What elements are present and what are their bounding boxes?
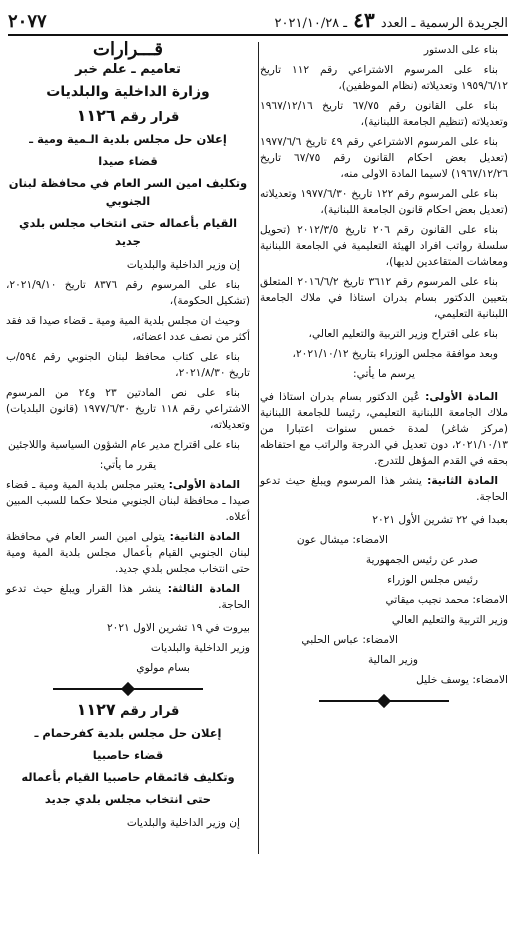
decision-number-label: قرار رقم: [120, 704, 180, 719]
article-text: عُين الدكتور بسام بدران استاذا في ملاك الجامعة اللبنانية التعليمي، رئيسا للجامعة اللبنانية (مركز شاغر) لمدة خمس سنوات اعتبارا من ٢٠٢١/١٠/١٣، دون تعديل في الدرجة والراتب مع احتفاظه بحقه في القدم المؤهل للتدرج.: [260, 391, 508, 467]
decision-paragraph: بناء على نص المادتين ٢٣ و٢٤ من المرسوم الاشتراعي رقم ١١٨ تاريخ ١٩٧٧/٦/٣٠ (قانون البلديات) وتعديلاته،: [6, 387, 250, 431]
article-label: المادة الثانية:: [427, 475, 498, 487]
preamble-paragraph: وبعد موافقة مجلس الوزراء بتاريخ ٢٠٢١/١٠/١٢،: [292, 348, 498, 360]
article-label: المادة الأولى:: [425, 391, 498, 403]
signature-minister-finance: الامضاء: يوسف خليل: [416, 674, 508, 686]
article-label: المادة الثالثة:: [167, 583, 240, 595]
section-ornament: [260, 694, 508, 708]
article-2: [6, 529, 250, 577]
article-1: [260, 389, 508, 469]
preamble-paragraph: بناء على المرسوم الاشتراعي رقم ٤٩ تاريخ ١٩٧٧/٦/٦ (تعديل بعض احكام القانون رقم ٦٧/٧٥ تاريخ ١٩٦٧/١٢/٢٦) لاسيما المادة الاولى منه،: [260, 136, 508, 180]
signature-minister-education: الامضاء: عباس الحلبي: [301, 634, 398, 646]
article-text: ينشر هذا القرار ويبلغ حيث تدعو الحاجة.: [6, 583, 250, 611]
page-header: [8, 6, 508, 32]
article-1: [6, 477, 250, 525]
article-3: [6, 581, 250, 613]
ornament-diamond: [121, 682, 135, 696]
right-column: [260, 42, 508, 714]
issue-place-date: بيروت في ١٩ تشرين الاول ٢٠٢١: [106, 622, 250, 634]
issue-number: ٤٣: [353, 8, 375, 32]
section-ornament: [6, 682, 250, 696]
article-text: يعتبر مجلس بلدية المية ومية ـ قضاء صيدا ـ محافظة لبنان الجنوبي منحلا حكما للسبب المبين أعلاه.: [6, 479, 250, 523]
column-divider: [258, 42, 259, 854]
left-column: [6, 39, 250, 835]
article-label: المادة الأولى:: [168, 479, 241, 491]
decision-title-line: القيام بأعماله حتى انتخاب مجلس بلدي جديد: [18, 216, 238, 248]
publication-date: ـ ٢٠٢١/١٠/٢٨: [274, 16, 348, 31]
section-subtitle: تعاميم ـ علم خبر: [75, 62, 181, 77]
publication-name: الجريدة الرسمية ـ العدد: [380, 16, 508, 31]
signature-line: رئيس مجلس الوزراء: [387, 574, 478, 586]
article-label: المادة الثانية:: [169, 531, 240, 543]
preamble-paragraph: بناء على المرسوم الاشتراعي رقم ١١٢ تاريخ ١٩٥٩/٦/١٢ وتعديلاته (نظام الموظفين)،: [260, 64, 508, 92]
decision-paragraph: إن وزير الداخلية والبلديات: [126, 817, 240, 829]
preamble-paragraph: بناء على اقتراح وزير التربية والتعليم العالي،: [308, 328, 498, 340]
signature-pm: الامضاء: محمد نجيب ميقاتي: [385, 594, 508, 606]
section-title: قـــرارات: [93, 39, 163, 60]
signature-line: وزير التربية والتعليم العالي: [391, 614, 508, 626]
decision-paragraph: بناء على اقتراح مدير عام الشؤون السياسية واللاجئين: [8, 439, 240, 451]
ornament-diamond: [377, 694, 391, 708]
issue-place-date: بعبدا في ٢٢ تشرين الأول ٢٠٢١: [372, 514, 508, 526]
header-rule: [8, 34, 508, 36]
ministry-heading: وزارة الداخلية والبلديات: [46, 84, 210, 100]
signature-line: وزير الداخلية والبلديات: [150, 642, 250, 654]
decision-title-line: قضاء صيدا: [98, 154, 158, 168]
article-text: ينشر هذا المرسوم ويبلغ حيث تدعو الحاجة.: [260, 475, 508, 503]
signature-line: صدر عن رئيس الجمهورية: [365, 554, 478, 566]
decision-number-label: قرار رقم: [120, 110, 180, 125]
decision-paragraph: بناء على كتاب محافظ لبنان الجنوبي رقم ٥٩٤/ب تاريخ ٢٠٢١/٨/٣٠،: [6, 351, 250, 379]
page-number: ٢٠٧٧: [8, 11, 47, 32]
decision-paragraph: بناء على المرسوم رقم ٨٣٧٦ تاريخ ٢٠٢١/٩/١٠، (تشكيل الحكومة)،: [6, 279, 250, 307]
decision-number-value: ١١٢٦: [76, 106, 116, 125]
preamble-paragraph: بناء على المرسوم رقم ٣٦١٢ تاريخ ٢٠١٦/٦/٢ المتعلق بتعيين الدكتور بسام بدران استاذا في ملاك الجامعة اللبنانية التعليمي،: [260, 276, 508, 320]
decision-paragraph: وحيث ان مجلس بلدية المية ومية ـ قضاء صيدا قد فقد أكثر من نصف عدد اعضائه،: [6, 315, 250, 343]
decision-title-line: قضاء حاصبيا: [92, 748, 164, 762]
decision-title-line: حتى انتخاب مجلس بلدي جديد: [44, 792, 212, 806]
publication-info: [275, 8, 508, 32]
decision-number: [6, 702, 250, 720]
signature-minister-interior: بسام مولوي: [136, 662, 190, 674]
article-text: يتولى امين السر العام في محافظة لبنان الجنوبي القيام بأعمال مجلس بلدية المية ومية حتى انتخاب مجلس بلدي جديد.: [6, 531, 250, 575]
decision-title-line: إعلان حل مجلس بلدية الـمية ومية ـ: [29, 132, 227, 146]
decision-intro: يقرر ما يأتي:: [99, 459, 157, 471]
article-2: [260, 473, 508, 505]
decree-intro: يرسم ما يأتي:: [353, 368, 415, 380]
preamble-paragraph: بناء على القانون رقم ٦٧/٧٥ تاريخ ١٩٦٧/١٢/١٦ وتعديلاته (تنظيم الجامعة اللبنانية)،: [260, 100, 508, 128]
signature-line: وزير المالية: [367, 654, 418, 666]
signature-president: الامضاء: ميشال عون: [296, 534, 388, 546]
decision-number-value: ١١٢٧: [76, 700, 116, 719]
decision-number: [6, 108, 250, 126]
decision-title-line: وتكليف قائمقام حاصبيا القيام بأعماله: [21, 770, 235, 784]
decision-title-line: وتكليف امين السر العام في محافظة لبنان الجنوبي: [8, 176, 248, 208]
preamble-paragraph: بناء على المرسوم رقم ١٢٢ تاريخ ١٩٧٧/٦/٣٠ وتعديلاته (تعديل بعض احكام قانون الجامعة اللبنانية)،: [260, 188, 508, 216]
decision-title-line: إعلان حل مجلس بلدية كفرحمام ـ: [34, 726, 222, 740]
preamble-paragraph: بناء على الدستور: [423, 44, 498, 56]
decision-paragraph: إن وزير الداخلية والبلديات: [126, 259, 240, 271]
preamble-paragraph: بناء على القانون رقم ٢٠٦ تاريخ ٢٠١٢/٣/٥ (تحويل سلسلة رواتب افراد الهيئة التعليمية في الجامعة اللبنانية ومعاشات المتقاعدين لديها)،: [260, 224, 508, 268]
